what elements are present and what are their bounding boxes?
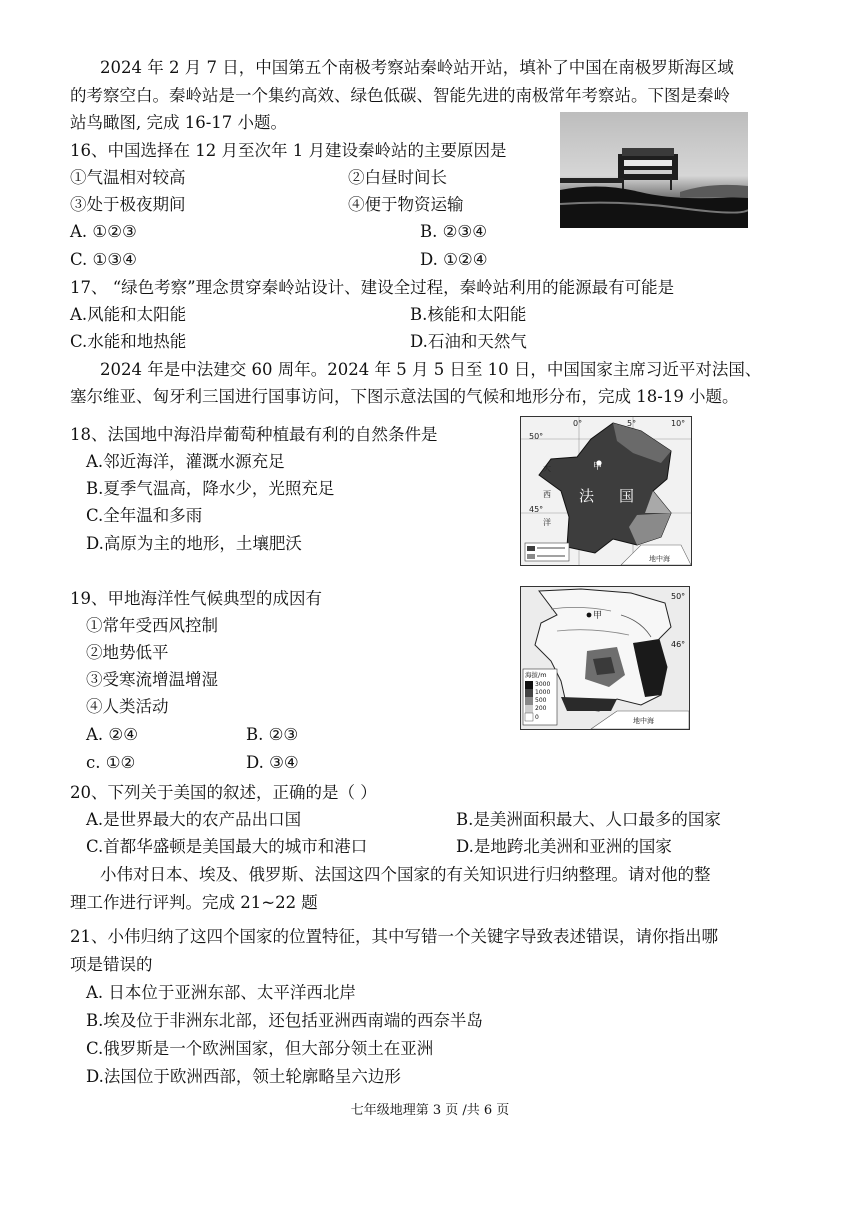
map2-legend-500: 500 xyxy=(535,697,547,704)
q19-option-b: B. ②③ xyxy=(246,725,299,744)
france-climate-map-svg xyxy=(521,417,691,565)
q20-option-b: B.是美洲面积最大、人口最多的国家 xyxy=(456,810,721,829)
q16-item-3: ③处于极夜期间 xyxy=(70,195,186,214)
map1-side-1: 大 xyxy=(543,464,551,473)
q21-option-c: C.俄罗斯是一个欧洲国家，但大部分领土在亚洲 xyxy=(86,1039,434,1058)
page-footer: 七年级地理第 3 页 /共 6 页 xyxy=(350,1103,510,1118)
map1-lon-10: 10° xyxy=(671,419,686,428)
france-climate-map xyxy=(520,416,692,566)
map1-lon-0: 0° xyxy=(573,419,583,428)
station-illustration xyxy=(560,112,748,228)
q20-option-d: D.是地跨北美洲和亚洲的国家 xyxy=(456,837,672,856)
q19-item-2: ②地势低平 xyxy=(86,643,169,662)
q18-option-c: C.全年温和多雨 xyxy=(86,506,203,525)
map1-sea-label: 地中海 xyxy=(649,555,670,563)
q16-option-b: B. ②③④ xyxy=(420,222,487,241)
q16-item-1: ①气温相对较高 xyxy=(70,168,186,187)
map1-side-3: 洋 xyxy=(543,518,551,527)
france-terrain-map xyxy=(520,586,690,730)
map1-lat-50: 50° xyxy=(529,432,544,441)
intro2-line2: 塞尔维亚、匈牙利三国进行国事访问，下图示意法国的气候和地形分布，完成 18-19 小题。 xyxy=(70,387,739,406)
intro1-line2: 的考察空白。秦岭站是一个集约高效、绿色低碳、智能先进的南极常年考察站。下图是秦岭 xyxy=(70,86,730,105)
map2-legend-1000: 1000 xyxy=(535,689,551,696)
q20-option-a: A.是世界最大的农产品出口国 xyxy=(86,810,302,829)
france-terrain-map-svg xyxy=(521,587,689,729)
map2-lat-50: 50° xyxy=(671,592,686,601)
intro1-line3: 站鸟瞰图, 完成 16-17 小题。 xyxy=(70,113,288,132)
q21-stem-line1: 21、小伟归纳了这四个国家的位置特征，其中写错一个关键字导致表述错误，请你指出哪 xyxy=(70,927,718,946)
map1-side-2: 西 xyxy=(543,490,551,499)
map2-sea-label: 地中海 xyxy=(633,717,654,725)
q21-stem-line2: 项是错误的 xyxy=(70,955,153,974)
q16-item-2: ②白昼时间长 xyxy=(348,168,447,187)
q21-option-d: D.法国位于欧洲西部，领土轮廓略呈六边形 xyxy=(86,1067,401,1086)
q21-option-b: B.埃及位于非洲东北部，还包括亚洲西南端的西奈半岛 xyxy=(86,1011,483,1030)
q19-option-a: A. ②④ xyxy=(86,725,138,744)
intro1-line1: 2024 年 2 月 7 日，中国第五个南极考察站秦岭站开站，填补了中国在南极罗斯海区域 xyxy=(100,58,734,77)
q16-option-c: C. ①③④ xyxy=(70,250,137,269)
intro3-line2: 理工作进行评判。完成 21~22 题 xyxy=(70,893,318,912)
q19-item-1: ①常年受西风控制 xyxy=(86,616,218,635)
map2-legend-title: 海拔/m xyxy=(525,671,547,679)
q17-option-b: B.核能和太阳能 xyxy=(410,305,527,324)
q17-option-c: C.水能和地热能 xyxy=(70,332,187,351)
q18-option-a: A.邻近海洋，灌溉水源充足 xyxy=(86,452,285,471)
map2-lat-46: 46° xyxy=(671,640,686,649)
q16-item-4: ④便于物资运输 xyxy=(348,195,464,214)
q17-option-a: A.风能和太阳能 xyxy=(70,305,187,324)
map1-lat-45: 45° xyxy=(529,505,544,514)
intro3-line1: 小伟对日本、埃及、俄罗斯、法国这四个国家的有关知识进行归纳整理。请对他的整 xyxy=(100,865,711,884)
q17-stem: 17、 “绿色考察”理念贯穿秦岭站设计、建设全过程，秦岭站利用的能源最有可能是 xyxy=(70,278,675,297)
q19-option-c: c. ①② xyxy=(86,753,136,772)
map1-city-jia: 甲 xyxy=(593,462,603,472)
q19-stem: 19、甲地海洋性气候典型的成因有 xyxy=(70,589,322,608)
q18-option-d: D.高原为主的地形，土壤肥沃 xyxy=(86,534,302,553)
q16-option-a: A. ①②③ xyxy=(70,222,137,241)
q16-stem: 16、中国选择在 12 月至次年 1 月建设秦岭站的主要原因是 xyxy=(70,141,507,160)
map2-legend-0: 0 xyxy=(535,714,539,721)
q20-option-c: C.首都华盛顿是美国最大的城市和港口 xyxy=(86,837,368,856)
map2-legend-200: 200 xyxy=(535,705,547,712)
map2-city-jia: 甲 xyxy=(593,611,603,621)
q19-item-3: ③受寒流增温增湿 xyxy=(86,670,218,689)
q16-option-d: D. ①②④ xyxy=(420,250,488,269)
q19-item-4: ④人类活动 xyxy=(86,697,169,716)
map2-legend-3000: 3000 xyxy=(535,681,551,688)
q18-stem: 18、法国地中海沿岸葡萄种植最有利的自然条件是 xyxy=(70,425,438,444)
q21-option-a: A. 日本位于亚洲东部、太平洋西北岸 xyxy=(86,983,356,1002)
q20-stem: 20、下列关于美国的叙述，正确的是（ ） xyxy=(70,783,377,802)
map1-country-char-1: 法 xyxy=(579,487,595,505)
map1-lon-5: 5° xyxy=(627,419,637,428)
map1-country-char-2: 国 xyxy=(619,487,635,505)
q19-option-d: D. ③④ xyxy=(246,753,299,772)
qinling-station-photo xyxy=(560,112,748,228)
q18-option-b: B.夏季气温高，降水少，光照充足 xyxy=(86,479,335,498)
intro2-line1: 2024 年是中法建交 60 周年。2024 年 5 月 5 日至 10 日，中国国家主席习近平对法国、 xyxy=(100,360,762,379)
q17-option-d: D.石油和天然气 xyxy=(410,332,527,351)
